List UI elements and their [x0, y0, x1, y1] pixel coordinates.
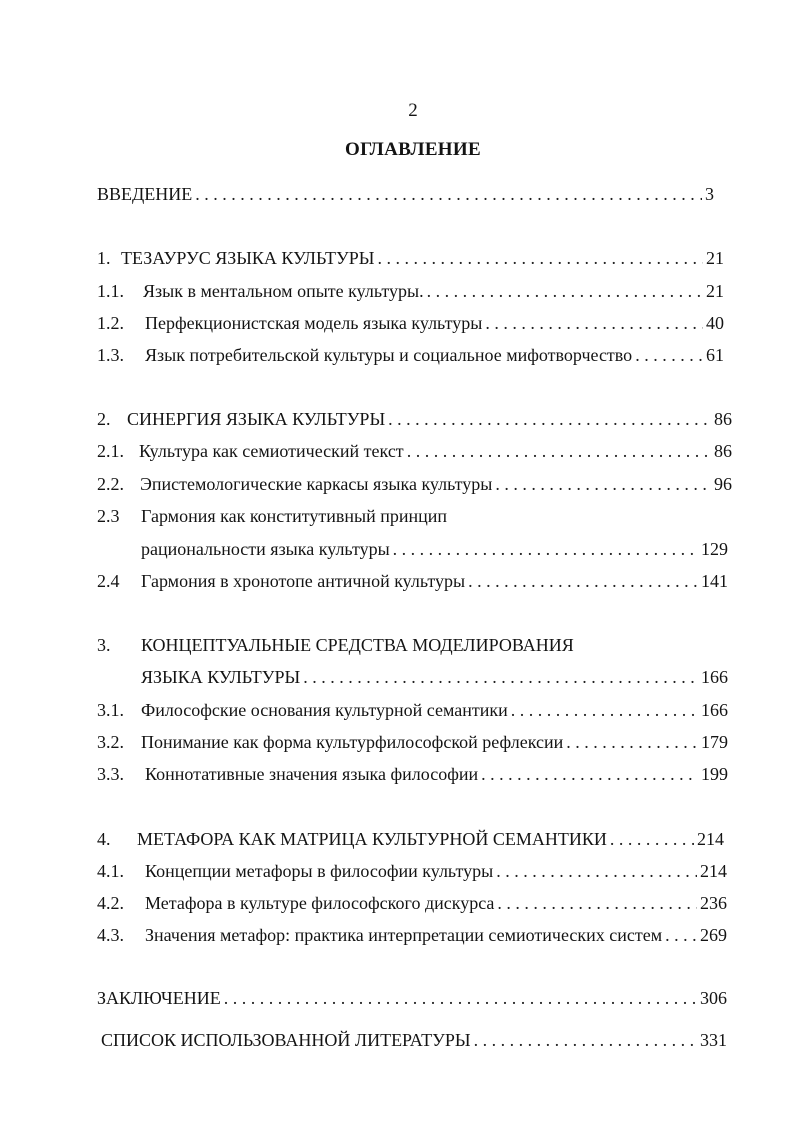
toc-entry-page: 214 — [697, 829, 724, 849]
toc-entry-page: 199 — [701, 764, 728, 784]
dot-leader — [195, 181, 702, 207]
dot-leader — [377, 245, 703, 271]
toc-entry-label: Гармония в хронотопе античной культуры — [141, 571, 466, 591]
toc-entry-page: 269 — [700, 925, 727, 945]
toc-entry-number: 1.2. — [97, 313, 124, 333]
toc-entry-number: 4.2. — [97, 893, 124, 913]
toc-entry-number: 1.1. — [97, 281, 124, 301]
dot-leader — [481, 761, 698, 787]
toc-entry-label: Культура как семиотический текст — [139, 441, 404, 461]
dot-leader — [635, 342, 703, 368]
toc-entry-label: Коннотативные значения языка философии — [145, 764, 479, 784]
toc-entry-page: 61 — [706, 345, 724, 365]
toc-entry-4-2[interactable] — [97, 890, 727, 916]
toc-entry-page: 166 — [701, 700, 728, 720]
toc-entry-number: 4.3. — [97, 925, 124, 945]
toc-entry-page: 129 — [701, 539, 728, 559]
toc-entry-section-3-continued[interactable] — [141, 664, 728, 690]
toc-entry-number: 4.1. — [97, 861, 124, 881]
toc-entry-page: 166 — [701, 667, 728, 687]
toc-entry-page: 214 — [700, 861, 727, 881]
toc-entry-number: 3.3. — [97, 764, 124, 784]
toc-entry-2-2[interactable] — [97, 471, 732, 497]
toc-entry-1-3[interactable] — [97, 342, 724, 368]
toc-entry-number: 2.3 — [97, 506, 120, 526]
toc-entry-label: ВВЕДЕНИЕ — [97, 184, 193, 204]
toc-entry-label: рациональности языка культуры — [141, 539, 390, 559]
toc-entry-3-1[interactable] — [97, 697, 728, 723]
dot-leader — [427, 278, 703, 304]
toc-entry-page: 141 — [701, 571, 728, 591]
toc-entry-1-1[interactable] — [97, 278, 724, 304]
toc-entry-section-3[interactable] — [97, 632, 697, 658]
toc-entry-label: ЯЗЫКА КУЛЬТУРЫ — [141, 667, 301, 687]
toc-entry-label: ТЕЗАУРУС ЯЗЫКА КУЛЬТУРЫ — [121, 248, 375, 268]
toc-entry-3-2[interactable] — [97, 729, 728, 755]
dot-leader — [511, 697, 698, 723]
toc-entry-section-1[interactable] — [97, 245, 724, 271]
toc-entry-number: 2.1. — [97, 441, 124, 461]
dot-leader — [485, 310, 703, 336]
toc-entry-page: 21 — [706, 248, 724, 268]
toc-entry-intro[interactable] — [97, 181, 714, 207]
dot-leader — [303, 664, 698, 690]
toc-entry-number: 4. — [97, 829, 111, 849]
toc-entry-label: Эпистемологические каркасы языка культуры — [140, 474, 493, 494]
toc-entry-number: 2.4 — [97, 571, 120, 591]
toc-entry-label: Гармония как конститутивный принцип — [141, 506, 448, 526]
toc-entry-page: 331 — [700, 1030, 727, 1050]
toc-entry-label: Понимание как форма культурфилософской рефлексии — [141, 732, 564, 752]
dot-leader — [610, 826, 694, 852]
toc-entry-page: 21 — [706, 281, 724, 301]
dot-leader — [495, 471, 711, 497]
toc-entry-4-3[interactable] — [97, 922, 727, 948]
toc-entry-bibliography[interactable] — [101, 1027, 727, 1053]
toc-entry-4-1[interactable] — [97, 858, 727, 884]
toc-entry-label: Метафора в культуре философского дискурса — [145, 893, 495, 913]
toc-entry-number: 3.2. — [97, 732, 124, 752]
toc-entry-label: КОНЦЕПТУАЛЬНЫЕ СРЕДСТВА МОДЕЛИРОВАНИЯ — [141, 635, 574, 655]
toc-entry-label: Перфекционистская модель языка культуры — [145, 313, 483, 333]
toc-entry-section-4[interactable] — [97, 826, 724, 852]
dot-leader — [224, 985, 697, 1011]
toc-entry-page: 40 — [706, 313, 724, 333]
toc-entry-page: 3 — [705, 184, 714, 204]
dot-leader — [665, 922, 697, 948]
toc-entry-page: 179 — [701, 732, 728, 752]
dot-leader — [407, 438, 711, 464]
page-number: 2 — [408, 100, 418, 121]
dot-leader — [474, 1027, 697, 1053]
dot-leader — [497, 890, 697, 916]
toc-entry-page: 96 — [714, 474, 732, 494]
dot-leader — [468, 568, 698, 594]
toc-entry-2-1[interactable] — [97, 438, 732, 464]
toc-entry-label: Язык в ментальном опыте культуры. — [143, 281, 424, 301]
toc-entry-number: 3.1. — [97, 700, 124, 720]
toc-entry-2-3-continued[interactable] — [141, 536, 728, 562]
toc-entry-number: 2. — [97, 409, 111, 429]
toc-entry-page: 86 — [714, 441, 732, 461]
toc-entry-label: СПИСОК ИСПОЛЬЗОВАННОЙ ЛИТЕРАТУРЫ — [101, 1030, 471, 1050]
dot-leader — [388, 406, 711, 432]
toc-entry-page: 236 — [700, 893, 727, 913]
toc-entry-number: 2.2. — [97, 474, 124, 494]
toc-entry-number: 1.3. — [97, 345, 124, 365]
toc-entry-page: 86 — [714, 409, 732, 429]
dot-leader — [496, 858, 697, 884]
toc-entry-section-2[interactable] — [97, 406, 732, 432]
toc-entry-label: МЕТАФОРА КАК МАТРИЦА КУЛЬТУРНОЙ СЕМАНТИКИ — [137, 829, 607, 849]
toc-entry-3-3[interactable] — [97, 761, 728, 787]
toc-entry-number: 1. — [97, 248, 111, 268]
toc-entry-label: Философские основания культурной семантики — [141, 700, 508, 720]
dot-leader — [566, 729, 698, 755]
toc-entry-label: Язык потребительской культуры и социальное мифотворчество — [145, 345, 633, 365]
toc-entry-2-3[interactable] — [97, 503, 732, 529]
toc-entry-page: 306 — [700, 988, 727, 1008]
toc-entry-2-4[interactable] — [97, 568, 728, 594]
toc-entry-1-2[interactable] — [97, 310, 724, 336]
toc-entry-label: СИНЕРГИЯ ЯЗЫКА КУЛЬТУРЫ — [127, 409, 386, 429]
toc-entry-number: 3. — [97, 635, 111, 655]
toc-entry-label: Значения метафор: практика интерпретации семиотических систем — [145, 925, 663, 945]
toc-entry-conclusion[interactable] — [97, 985, 727, 1011]
toc-title: ОГЛАВЛЕНИЕ — [345, 139, 481, 160]
toc-entry-label: Концепции метафоры в философии культуры — [145, 861, 494, 881]
dot-leader — [393, 536, 698, 562]
toc-entry-label: ЗАКЛЮЧЕНИЕ — [97, 988, 221, 1008]
